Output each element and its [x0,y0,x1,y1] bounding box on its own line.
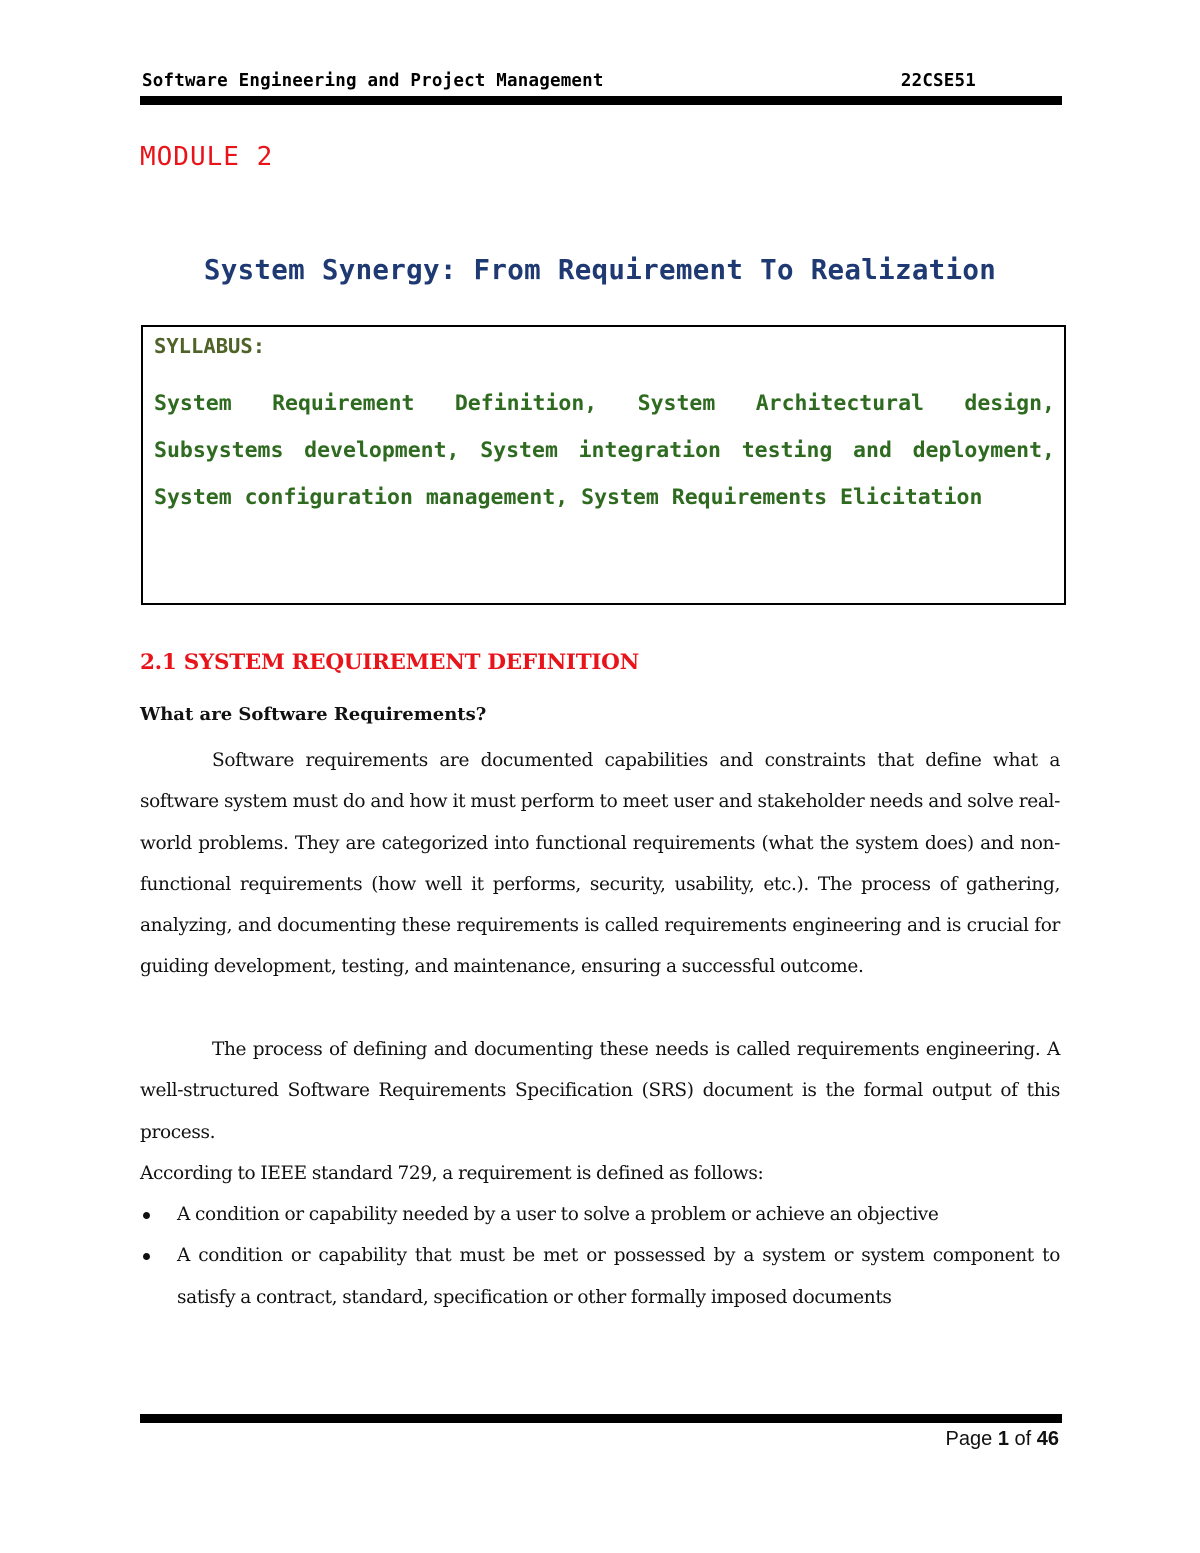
list-item [140,1194,1060,1235]
ieee-definition-list [140,1194,1060,1318]
paragraph-srs: The process of defining and documenting these needs is called requirements engineering. A well-structured Software Requirements Specification (SRS) document is the formal output of this process. [140,1039,1060,1143]
bullet-icon [143,1253,150,1260]
syllabus-heading: SYLLABUS: [154,334,266,358]
page-footer [946,1428,1059,1451]
page-word: Page [945,1428,993,1450]
course-title: Software Engineering and Project Management [142,71,604,91]
page-header [142,70,1062,94]
list-item-text: A condition or capability needed by a user to solve a problem or achieve an objective [177,1204,939,1225]
chapter-title: System Synergy: From Requirement To Realization [203,254,997,286]
footer-rule [140,1414,1062,1423]
module-label: MODULE 2 [140,142,274,172]
syllabus-topics: System Requirement Definition, System Architectural design, Subsystems development, System integration testing and deployment, System configuration management, System Requirements Elicitation [154,391,1055,510]
syllabus-box [141,325,1066,605]
question-heading: What are Software Requirements? [140,704,487,725]
page-number: 1 [997,1428,1009,1450]
ieee-intro: According to IEEE standard 729, a requirement is defined as follows: [140,1163,764,1184]
paragraph-definition: Software requirements are documented capabilities and constraints that define what a software system must do and how it must perform to meet user and stakeholder needs and solve real-world problems. They are categorized into functional requirements (what the system does) and non-functional requirements (how well it performs, security, usability, etc.). The process of gathering, analyzing, and documenting these requirements is called requirements engineering and is crucial for guiding development, testing, and maintenance, ensuring a successful outcome. [140,750,1060,978]
list-item [140,1235,1060,1318]
total-pages: 46 [1036,1428,1059,1450]
course-code: 22CSE51 [900,71,976,91]
header-rule [140,96,1062,105]
list-item-text: A condition or capability that must be met or possessed by a system or system component to satisfy a contract, standard, specification or other formally imposed documents [177,1245,1060,1308]
of-word: of [1014,1428,1032,1450]
section-heading: 2.1 SYSTEM REQUIREMENT DEFINITION [140,650,639,675]
bullet-icon [143,1212,150,1219]
